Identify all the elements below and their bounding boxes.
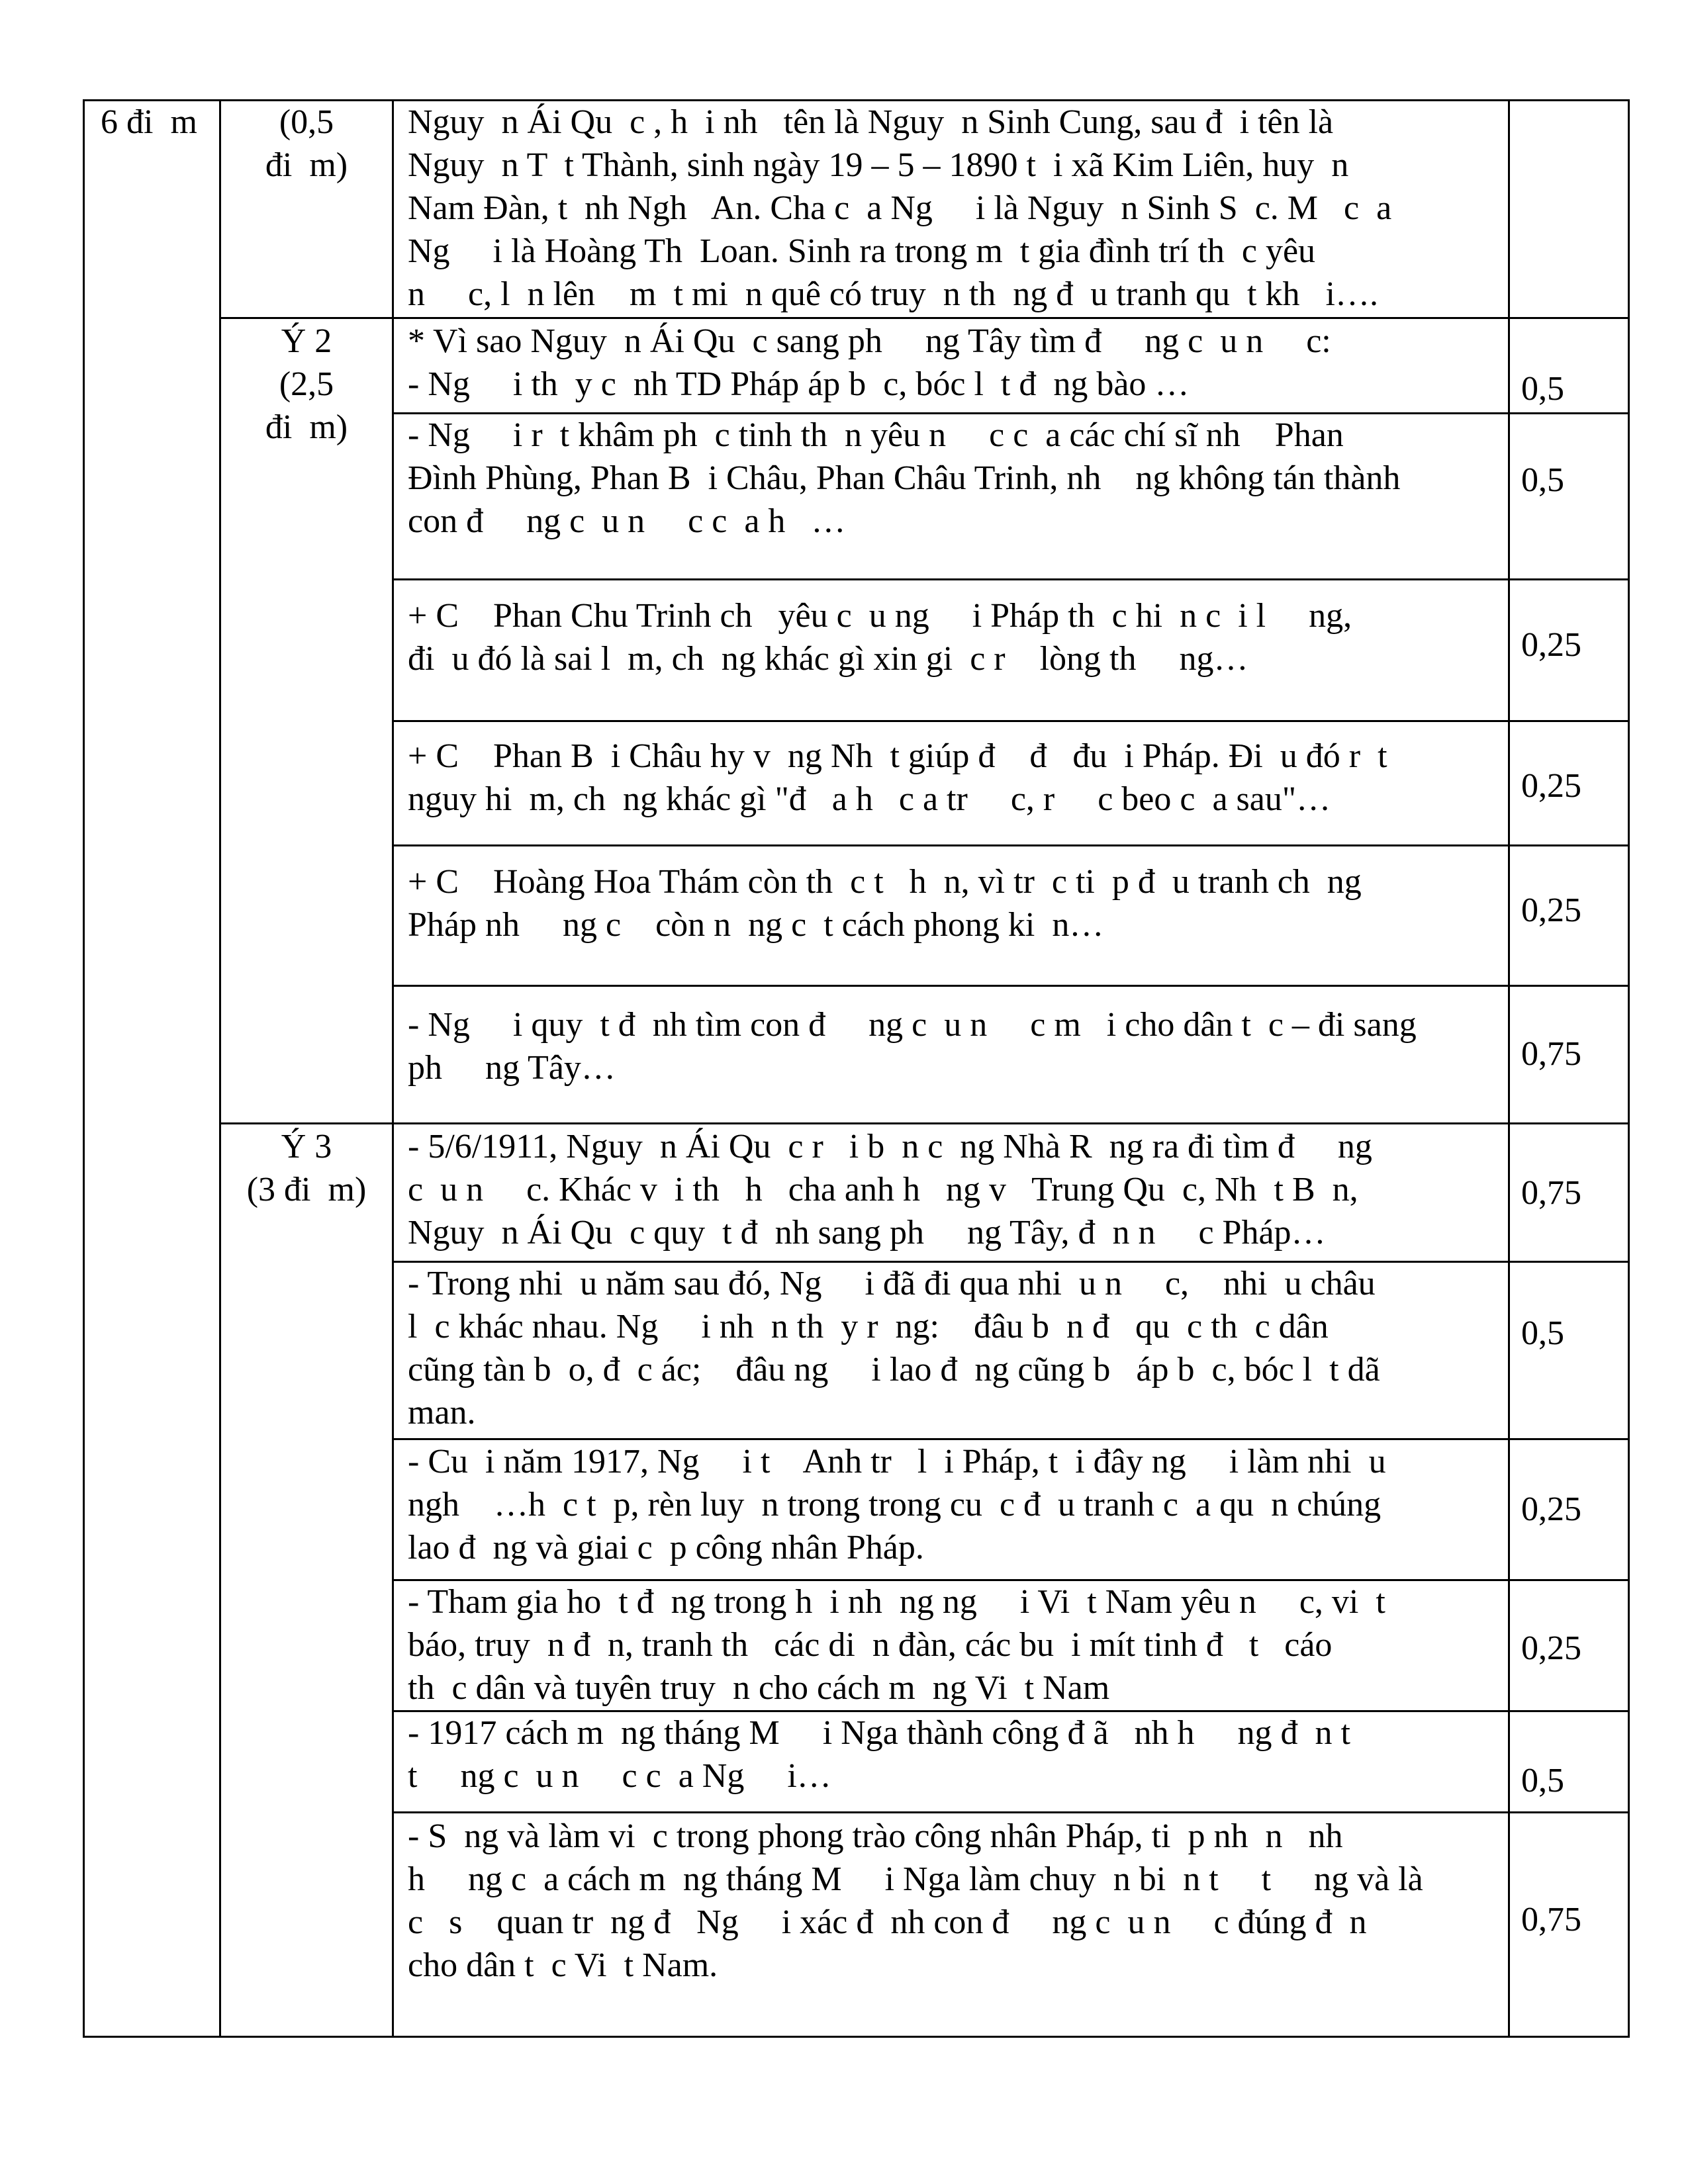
y3-label: Ý 3 (3 đi m) (246, 1128, 367, 1208)
row-sep (219, 317, 1630, 319)
y3-row-2-score: 0,5 (1521, 1314, 1564, 1352)
col-divider-3 (1508, 99, 1510, 2038)
y2-row-6-score: 0,75 (1521, 1035, 1581, 1073)
y3-row-4-text: - Tham gia ho t đ ng trong h i nh ng ng i Vi t Nam yêu n c, vi t báo, truy n đ n, tranh th các di n đàn, các bu i mít tinh đ t cáo th c dân và tuyên truy n cho cách m ng Vi t Nam (408, 1583, 1385, 1707)
y3-row-1-score: 0,75 (1521, 1174, 1581, 1212)
y2-row-4-score: 0,25 (1521, 767, 1581, 805)
y2-row-1-score: 0,5 (1521, 370, 1564, 408)
row-sep (219, 1122, 1630, 1124)
y2-row-2-score: 0,5 (1521, 461, 1564, 499)
row-sep (392, 985, 1630, 987)
y3-row-1-text: - 5/6/1911, Nguy n Ái Qu c r i b n c ng Nhà R ng ra đi tìm đ ng c u n c. Khác v i th h cha anh h ng v Trung Qu c, Nh t B n, Nguy n Ái Qu c quy t đ nh sang ph ng Tây, đ n n c Pháp… (408, 1128, 1372, 1251)
y3-row-5-score: 0,5 (1521, 1762, 1564, 1799)
y3-row-3-score: 0,25 (1521, 1490, 1581, 1528)
col-divider-2 (392, 99, 394, 2038)
row-sep (392, 578, 1630, 580)
table-border-right (1628, 99, 1630, 2038)
table-border-left (83, 99, 85, 2038)
y3-row-6-text: - S ng và làm vi c trong phong trào công nhân Pháp, ti p nh n nh h ng c a cách m ng tháng M i Nga làm chuy n bi n t t ng và là c s quan tr ng đ Ng i xác đ nh con đ ng c u n c đúng đ n cho dân t c Vi t Nam. (408, 1817, 1423, 1984)
y2-row-6-text: - Ng i quy t đ nh tìm con đ ng c u n c m i cho dân t c – đi sang ph ng Tây… (408, 1006, 1417, 1087)
row-sep (392, 1811, 1630, 1813)
y2-row-5-score: 0,25 (1521, 891, 1581, 929)
y2-row-4-text: + C Phan B i Châu hy v ng Nh t giúp đ đ đu i Pháp. Đi u đó r t nguy hi m, ch ng khác gì "đ a h c a tr c, r c beo c a sau"… (408, 737, 1387, 818)
table-border-bottom (83, 2036, 1630, 2038)
y2-label: Ý 2 (2,5 đi m) (265, 322, 348, 446)
y3-row-6-score: 0,75 (1521, 1901, 1581, 1938)
y3-row-4-score: 0,25 (1521, 1629, 1581, 1667)
y3-row-3-text: - Cu i năm 1917, Ng i t Anh tr l i Pháp, t i đây ng i làm nhi u ngh …h c t p, rèn luy n trong trong cu c đ u tranh c a qu n chúng lao đ ng và giai c p công nhân Pháp. (408, 1443, 1386, 1567)
total-points: 6 đi m (101, 103, 197, 141)
y2-row-3-score: 0,25 (1521, 626, 1581, 664)
row-sep (392, 844, 1630, 846)
y2-row-3-text: + C Phan Chu Trinh ch yêu c u ng i Pháp th c hi n c i l ng, đi u đó là sai l m, ch ng khác gì xin gi c r lòng th ng… (408, 597, 1352, 678)
y2-row-5-text: + C Hoàng Hoa Thám còn th c t h n, vì tr c ti p đ u tranh ch ng Pháp nh ng c còn n ng c t cách phong ki n… (408, 863, 1362, 944)
y3-row-2-text: - Trong nhi u năm sau đó, Ng i đã đi qua nhi u n c, nhi u châu l c khác nhau. Ng i nh n th y r ng: đâu b n đ qu c th c dân cũng tàn b o, đ c ác; đâu ng i lao đ ng cũng b áp b c, bóc l t dã man. (408, 1265, 1380, 1432)
y2-row-2-text: - Ng i r t khâm ph c tinh th n yêu n c c a các chí sĩ nh Phan Đình Phùng, Phan B i Châu, Phan Châu Trinh, nh ng không tán thành con đ ng c u n c c a h … (408, 416, 1401, 540)
y1-content: Nguy n Ái Qu c , h i nh tên là Nguy n Sinh Cung, sau đ i tên là Nguy n T t Thành, sinh ngày 19 – 5 – 1890 t i xã Kim Liên, huy n Nam Đàn, t nh Ngh An. Cha c a Ng i là Nguy n Sinh S c. M c a Ng i là Hoàng Th Loan. Sinh ra trong m t gia đình trí th c yêu n c, l n lên m t mi n quê có truy n th ng đ u tranh qu t kh i…. (408, 103, 1392, 313)
y3-row-5-text: - 1917 cách m ng tháng M i Nga thành công đ ã nh h ng đ n t t ng c u n c c a Ng i… (408, 1714, 1350, 1795)
y2-row-1-text: * Vì sao Nguy n Ái Qu c sang ph ng Tây tìm đ ng c u n c: - Ng i th y c nh TD Pháp áp b c, bóc l t đ ng bào … (408, 322, 1331, 403)
y1-label: (0,5 đi m) (265, 103, 348, 184)
row-sep (392, 720, 1630, 722)
